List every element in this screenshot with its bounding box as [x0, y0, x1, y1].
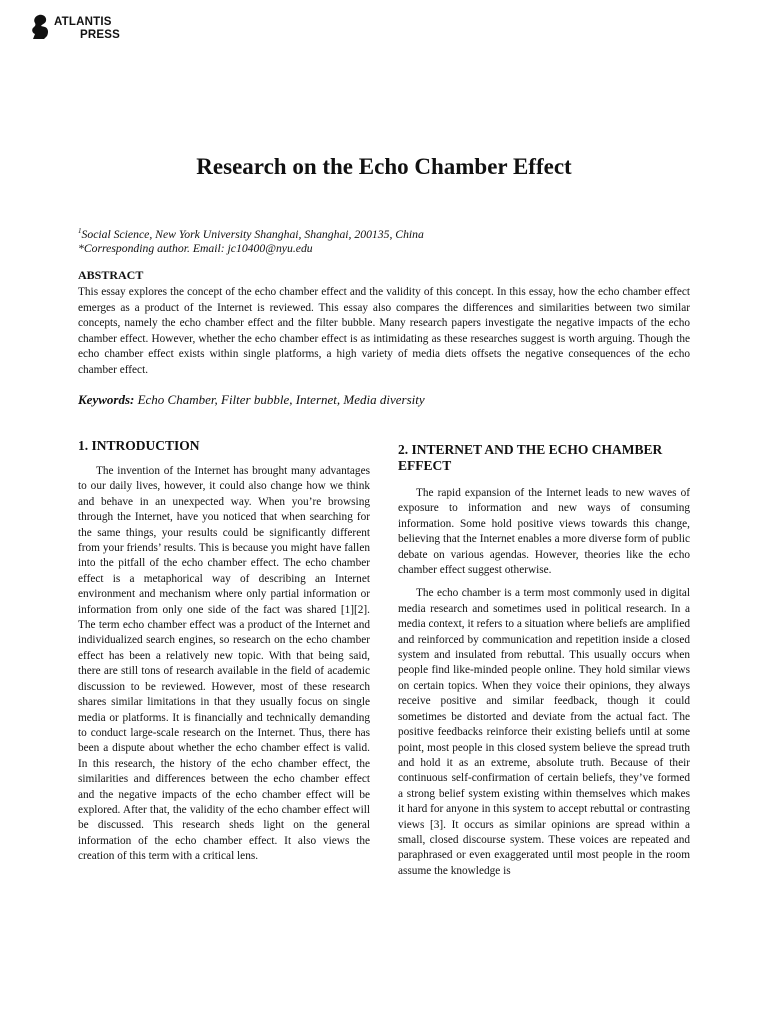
section-heading-internet: 2. INTERNET AND THE ECHO CHAMBER EFFECT [398, 442, 663, 473]
author-affiliations [78, 224, 424, 256]
internet-paragraph-2: The echo chamber is a term most commonly used in digital media research and sometimes used in political research. In a media context, it refers to a situation where beliefs are amplified and reinforced by communication and repetition inside a closed system and insulated from rebuttal. This usually occurs when people find like-minded people online. They hold similar views on certain topics. When they voice their opinions, they always receive positive and similar feedback, though it could sometimes be distorted and deviate from the actual fact. The positive feedbacks reinforce their existing beliefs until at some point, most people in this closed system believe the spread truth and hold it as an extreme, absolute truth. Because of their continuous self-confirmation of certain beliefs, they’ve formed a strong belief system existing within themselves which makes it hard for anyone in this system to accept rebuttal or contrasting views [3]. It occurs as similar opinions are spread within a small, closed discourse system. These voices are repeated and paraphrased or even exaggerated until most people in the room assume the knowledge is [398, 587, 690, 877]
logo-word-atlantis: ATLANTIS [54, 16, 112, 28]
column-right [398, 486, 690, 906]
publisher-logo [30, 12, 140, 46]
affiliation-marker: 1 [78, 227, 82, 235]
affiliation-text: Social Science, New York University Shanghai, Shanghai, 200135, China [81, 227, 424, 241]
keywords-label: Keywords: [78, 392, 135, 407]
affiliation-line [78, 224, 424, 242]
section-heading-introduction: 1. INTRODUCTION [78, 438, 200, 453]
paper-title: Research on the Echo Chamber Effect [196, 154, 572, 179]
logo-word-press: PRESS [80, 29, 120, 41]
column-left [78, 464, 370, 873]
thinker-icon [30, 14, 52, 40]
abstract-text: This essay explores the concept of the echo chamber effect and the validity of this concept. In this essay, how the echo chamber effect emerges as a product of the Internet is reviewed. This essay also compares the differences and similarities between two similar concepts, namely the echo chamber effect and the filter bubble. Many research papers investigate the negative impacts of the echo chamber effect. However, whether the echo chamber effect is as intimidating as these researches suggest is worth arguing. Though the echo chamber effect exists within single platforms, a high variety of media diets offsets the negative consequences of the echo chamber effect. [78, 286, 690, 376]
abstract-heading: ABSTRACT [78, 268, 144, 282]
corresponding-author: *Corresponding author. Email: jc10400@nyu.edu [78, 241, 313, 255]
internet-paragraph-1: The rapid expansion of the Internet leads to new waves of exposure to information and new ways of consuming information. Some hold positive views towards this change, believing that the Internet enables a more diverse form of public debate on various agendas. However, theories like the echo chamber effect suggest otherwise. [398, 487, 690, 577]
keywords-values: Echo Chamber, Filter bubble, Internet, Media diversity [137, 392, 425, 407]
keywords-line [78, 392, 425, 408]
intro-paragraph-1: The invention of the Internet has brought many advantages to our daily lives, however, it could also change how we think and behave in an unexpected way. When you’re browsing through the Internet, have you noticed that when searching for the same things, your results could be significantly different from your friends’ results. This is because you might have fallen into the pitfall of the echo chamber effect. The echo chamber effect is a metaphorical way of describing an Internet environment and mechanism where only partial information or information from only one side of the fact was shared [1][2]. The term echo chamber effect was a product of the Internet and individualized search engines, so research on the echo chamber effect has been a relatively new topic. With that being said, there are still tons of research available in the field of academic discussion to be reviewed. However, most of these research shares similar limitations in that they usually focus on single media or platforms. It is financially and technically demanding to conduct large-scale research on the Internet. Thus, there has been a dispute about whether the echo chamber effect is valid. In this research, the history of the echo chamber effect, the similarities and differences between the echo chamber effect and the negative impacts of the echo chamber effect will be explored. After that, the validity of the echo chamber effect will be discussed. This research sheds light on the general information of the echo chamber effect. It also views the creation of this term with a critical lens. [78, 465, 370, 863]
